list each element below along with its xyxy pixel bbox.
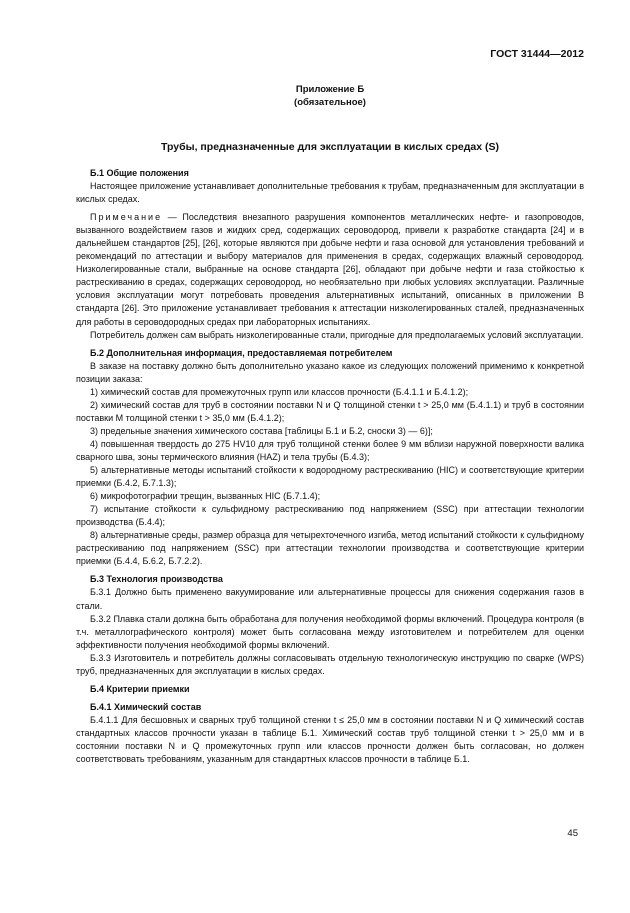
body-paragraph: Б.3.2 Плавка стали должна быть обработана для получения необходимой формы включений. Процедура контроля (в т.ч. металлографического контроля) может быть согласована между изготовителем и потребителем для оценки эффективности получения необходимой формы включений. xyxy=(76,613,584,650)
body-paragraph: 2) химический состав для труб в состоянии поставки N и Q толщиной стенки t > 25,0 мм (Б.4.1.1) и труб в состоянии поставки M толщиной стенки t > 35,0 мм (Б.4.1.2); xyxy=(76,399,584,423)
annex-status: (обязательное) xyxy=(294,97,366,108)
body-paragraph: 7) испытание стойкости к сульфидному растрескиванию под напряжением (SSC) при аттестации технологии производства (Б.4.4); xyxy=(76,504,584,528)
document-body xyxy=(76,167,584,766)
section-heading: Б.2 Дополнительная информация, предоставляемая потребителем xyxy=(90,347,393,358)
body-paragraph: Б.3.1 Должно быть применено вакуумирование или альтернативные процессы для снижения содержания газов в стали. xyxy=(76,587,584,611)
body-paragraph: 3) предельные значения химического состава [таблицы Б.1 и Б.2, сноски 3) — 6)]; xyxy=(90,425,433,436)
annex-title: Приложение Б xyxy=(295,84,365,95)
note-text: — Последствия внезапного разрушения компонентов металлических нефте- и газопроводов, вызванного воздействием газов и жидких сред, содержащих сероводород, привели к разработке стандарта [24] и в дальнейшем стандартов [25], [26], которые являются при добыче нефти и газа основой для установления требований и рекомендаций по аттестации и выбору материалов для применения в средах, содержащих влажный сероводород. Низколегированные стали, выбранные на основе стандарта [26], обладают при добыче нефти и газа стойкостью к растрескиванию в средах, содержащих сероводород, но необязательно при любых условиях эксплуатации. Различные условия эксплуатации могут потребовать проведения альтернативных испытаний, описанных в приложении В стандарта [26]. Это приложение устанавливает требования к аттестации низколегированных сталей, предназначенных для работы в сероводородных средах при лабораторных испытаниях. xyxy=(76,212,584,327)
section-heading: Б.4.1 Химический состав xyxy=(90,701,202,712)
page-title: Трубы, предназначенные для эксплуатации в кислых средах (S) xyxy=(161,141,499,153)
document-code: ГОСТ 31444—2012 xyxy=(490,48,584,60)
note-label: Примечание xyxy=(90,212,163,223)
body-paragraph: Б.3.3 Изготовитель и потребитель должны согласовывать отдельную технологическую инструкцию по сварке (WPS) труб, предназначенных для эксплуатации в кислых средах. xyxy=(76,652,584,676)
body-paragraph: 6) микрофотографии трещин, вызванных HIC (Б.7.1.4); xyxy=(90,491,321,502)
body-paragraph: Потребитель должен сам выбрать низколегированные стали, пригодные для предполагаемых условий эксплуатации. xyxy=(90,329,584,340)
annex-heading xyxy=(76,83,584,109)
page-number: 45 xyxy=(567,828,578,839)
body-paragraph: Б.4.1.1 Для бесшовных и сварных труб толщиной стенки t ≤ 25,0 мм в состоянии поставки N и Q химический состав стандартных классов прочности указан в таблице Б.1. Химический состав труб толщиной стенки t > 25,0 мм и в состоянии поставки N и Q промежуточных групп или классов прочности должен быть согласован, но должен соответствовать требованиям, указанным для стандартных классов прочности в таблице Б.1. xyxy=(76,714,584,765)
section-heading: Б.3 Технология производства xyxy=(90,574,223,585)
body-paragraph: 5) альтернативные методы испытаний стойкости к водородному растрескиванию (HIC) и соответствующие критерии приемки (Б.4.2, Б.7.1.3); xyxy=(76,465,584,489)
body-paragraph: 8) альтернативные среды, размер образца для четырехточечного изгиба, метод испытаний стойкости к сульфидному растрескиванию под напряжением (SSC) при аттестации технологии производства и соответствующие критерии приемки (Б.4.4, Б.6.2, Б.7.2.2). xyxy=(76,530,584,567)
body-paragraph: 4) повышенная твердость до 275 HV10 для труб толщиной стенки более 9 мм вблизи наружной поверхности валика сварного шва, зоны термического влияния (HAZ) и тела трубы (Б.4.3); xyxy=(76,438,584,462)
body-paragraph: В заказе на поставку должно быть дополнительно указано какое из следующих положений применимо к конкретной позиции заказа: xyxy=(76,360,584,384)
body-paragraph: Настоящее приложение устанавливает дополнительные требования к трубам, предназначенным для эксплуатации в кислых средах. xyxy=(76,181,584,205)
section-heading: Б.4 Критерии приемки xyxy=(90,683,190,694)
section-heading: Б.1 Общие положения xyxy=(90,168,189,178)
note-paragraph xyxy=(76,211,584,328)
body-paragraph: 1) химический состав для промежуточных групп или классов прочности (Б.4.1.1 и Б.4.1.2); xyxy=(90,386,469,397)
